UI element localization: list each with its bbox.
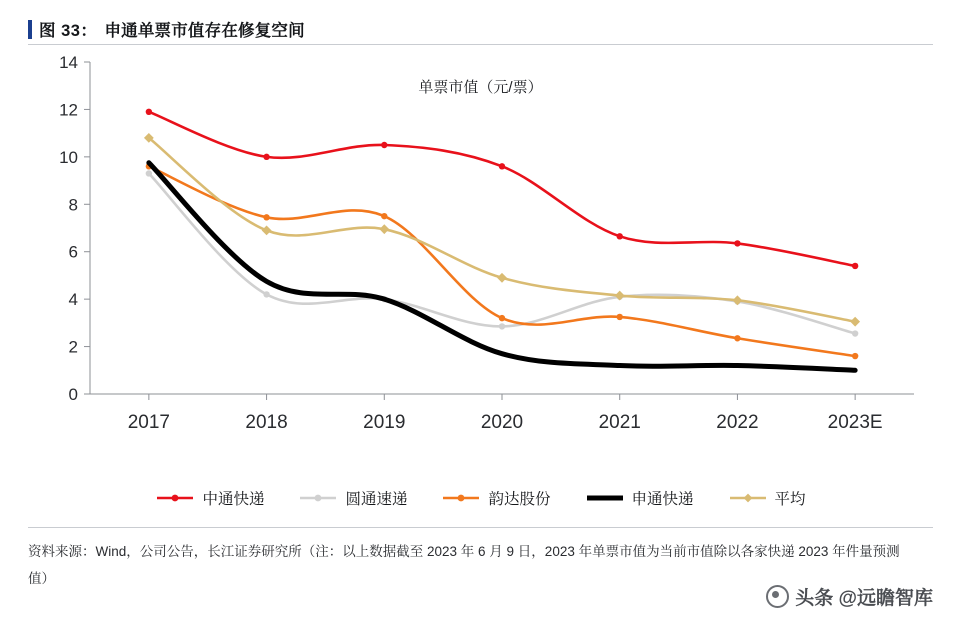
line-chart (28, 52, 933, 464)
series-中通快递 (146, 109, 859, 270)
legend-label: 韵达股份 (488, 491, 551, 508)
chart-legend (28, 478, 933, 518)
page-title: 申通单票市值存在修复空间 (104, 22, 305, 40)
footer-divider (28, 527, 933, 528)
figure-label: 图 33： (39, 22, 98, 40)
title-divider (28, 44, 933, 45)
legend-swatch-icon (585, 491, 625, 505)
chart-inner-title: 单票市值（元/票） (418, 79, 543, 96)
svg-text:2018: 2018 (245, 412, 288, 433)
legend-item-0[interactable] (155, 487, 264, 509)
svg-text:0: 0 (68, 385, 78, 404)
legend-item-3[interactable] (585, 487, 694, 509)
series-韵达股份 (146, 163, 859, 359)
svg-text:4: 4 (68, 290, 78, 310)
chart-container (28, 52, 933, 464)
svg-text:12: 12 (59, 100, 78, 120)
svg-text:2017: 2017 (127, 412, 170, 433)
legend-swatch-icon (728, 491, 768, 505)
legend-label: 中通快递 (202, 491, 265, 508)
legend-label: 申通快递 (631, 491, 694, 508)
watermark (766, 583, 933, 610)
series-平均 (145, 134, 860, 326)
svg-text:10: 10 (59, 147, 78, 167)
source-note: 资料来源：Wind，公司公告，长江证券研究所（注：以上数据截至 2023 年 6 月 9 日，2023 年单票市值为当前市值除以各家快递 2023 年件量预测值） (28, 544, 900, 586)
legend-label: 平均 (774, 491, 806, 508)
legend-swatch-icon (155, 491, 195, 505)
svg-text:2022: 2022 (716, 412, 759, 433)
legend-item-4[interactable] (728, 487, 806, 509)
legend-swatch-icon (441, 491, 481, 505)
legend-item-2[interactable] (441, 487, 550, 509)
watermark-text: 头条 @远瞻智库 (795, 588, 933, 609)
legend-swatch-icon (298, 491, 338, 505)
svg-text:2019: 2019 (363, 412, 406, 433)
series-圆通速递 (146, 170, 859, 336)
svg-text:2: 2 (68, 337, 78, 357)
svg-text:2020: 2020 (480, 412, 524, 433)
svg-text:6: 6 (68, 242, 78, 262)
svg-text:14: 14 (59, 53, 78, 72)
svg-text:2021: 2021 (598, 412, 641, 433)
svg-text:8: 8 (68, 195, 78, 215)
legend-item-1[interactable] (298, 487, 407, 509)
title-accent-bar (28, 20, 32, 39)
svg-text:2023E: 2023E (827, 412, 883, 433)
watermark-icon (766, 585, 789, 608)
figure-title-row (28, 14, 933, 44)
legend-label: 圆通速递 (345, 491, 408, 508)
